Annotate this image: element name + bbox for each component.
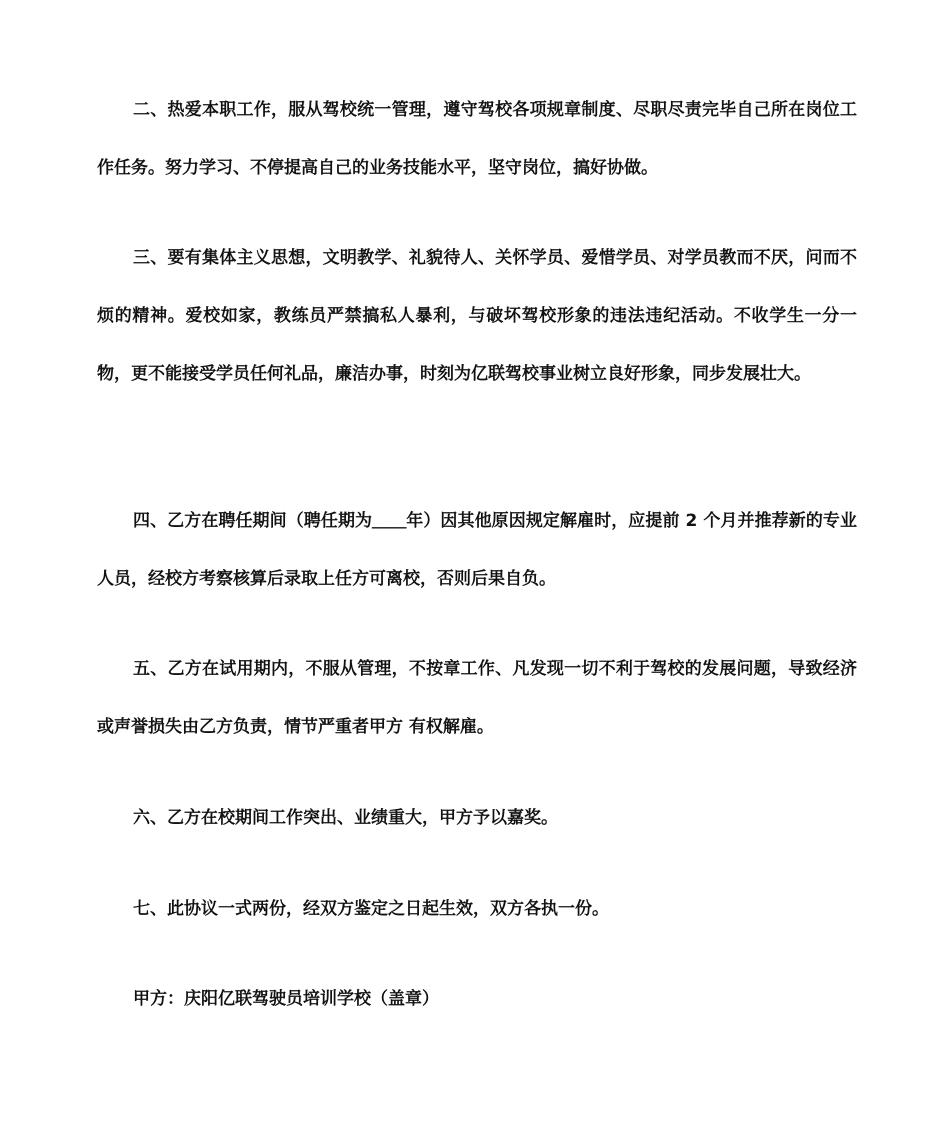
- party-a-signature-line: 甲方：庆阳亿联驾驶员培训学校（盖章）: [133, 989, 439, 1009]
- clause-4-paragraph: 四、乙方在聘任期间（聘任期为＿＿年）因其他原因规定解雇时，应提前 2 个月并推荐新的专业人员，经校方考察核算后录取上任方可离校，否则后果自负。: [97, 511, 857, 589]
- clause-3-paragraph: 三、要有集体主义思想，文明教学、礼貌待人、关怀学员、爱惜学员、对学员教而不厌，问而不烦的精神。爱校如家，教练员严禁搞私人暴利，与破坏驾校形象的违法违纪活动。不收学生一分一物，更不能接受学员任何礼品，廉洁办事，时刻为亿联驾校事业树立良好形象，同步发展壮大。: [97, 248, 857, 384]
- clause-6-paragraph: 六、乙方在校期间工作突出、业绩重大，甲方予以嘉奖。: [133, 808, 558, 828]
- clause-7-paragraph: 七、此协议一式两份，经双方鉴定之日起生效，双方各执一份。: [133, 899, 609, 919]
- clause-2-paragraph: 二、热爱本职工作，服从驾校统一管理，遵守驾校各项规章制度、尽职尽责完毕自己所在岗位工作任务。努力学习、不停提高自己的业务技能水平，坚守岗位，搞好协做。: [97, 100, 857, 178]
- clause-5-paragraph: 五、乙方在试用期内，不服从管理，不按章工作、凡发现一切不利于驾校的发展问题，导致经济或声誉损失由乙方负责，情节严重者甲方 有权解雇。: [97, 659, 857, 737]
